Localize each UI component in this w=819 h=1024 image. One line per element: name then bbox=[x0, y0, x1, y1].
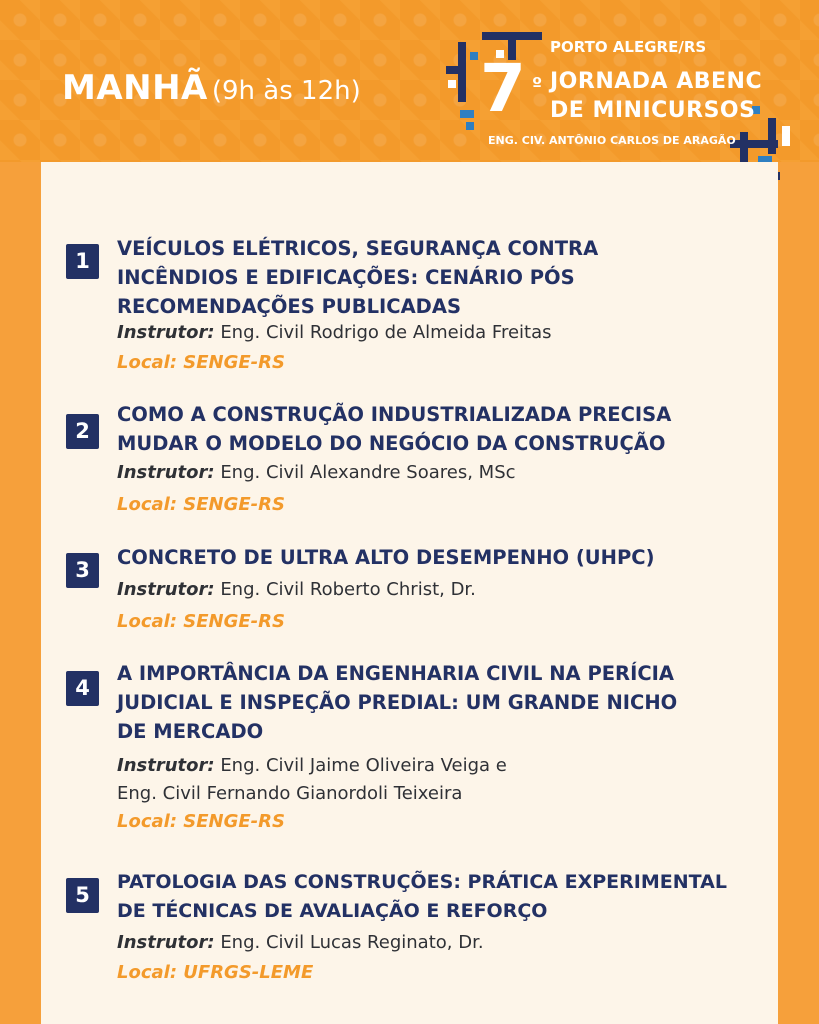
instructor-name: Eng. Civil Rodrigo de Almeida Freitas bbox=[220, 322, 552, 343]
instructor-label: Instrutor: bbox=[117, 579, 215, 600]
course-title-line: COMO A CONSTRUÇÃO INDUSTRIALIZADA PRECISA bbox=[117, 403, 672, 426]
course-title-line: PATOLOGIA DAS CONSTRUÇÕES: PRÁTICA EXPERIMENTAL bbox=[117, 871, 727, 893]
period-hours: (9h às 12h) bbox=[211, 76, 361, 106]
course-location: Local: UFRGS-LEME bbox=[117, 962, 314, 983]
course-title bbox=[117, 543, 777, 572]
period-label: MANHÃ bbox=[62, 68, 208, 108]
logo-edition-number: 7 bbox=[480, 50, 526, 127]
instructor-label: Instrutor: bbox=[117, 462, 215, 483]
course-instructor bbox=[117, 755, 507, 776]
logo-title-line1: JORNADA ABENC bbox=[550, 69, 763, 94]
course-title-line: RECOMENDAÇÕES PUBLICADAS bbox=[117, 295, 461, 318]
course-instructor bbox=[117, 322, 552, 343]
course-location: Local: SENGE-RS bbox=[117, 494, 285, 515]
course-location: Local: SENGE-RS bbox=[117, 352, 285, 373]
instructor-label: Instrutor: bbox=[117, 932, 215, 953]
instructor-name: Eng. Civil Roberto Christ, Dr. bbox=[220, 579, 476, 600]
schedule-card bbox=[41, 162, 778, 1024]
logo-city: PORTO ALEGRE/RS bbox=[550, 38, 707, 56]
instructor-name: Eng. Civil Lucas Reginato, Dr. bbox=[220, 932, 484, 953]
course-title bbox=[117, 659, 777, 746]
course-instructor bbox=[117, 932, 484, 953]
course-title bbox=[117, 234, 777, 321]
course-title bbox=[117, 868, 779, 926]
logo-ordinal: º bbox=[532, 74, 543, 95]
course-title-line: DE MERCADO bbox=[117, 720, 264, 743]
course-title-line: VEÍCULOS ELÉTRICOS, SEGURANÇA CONTRA bbox=[117, 237, 599, 260]
course-location: Local: SENGE-RS bbox=[117, 811, 285, 832]
course-instructor-cont: Eng. Civil Fernando Gianordoli Teixeira bbox=[117, 783, 463, 804]
period-heading bbox=[62, 68, 361, 108]
course-title-line: DE TÉCNICAS DE AVALIAÇÃO E REFORÇO bbox=[117, 900, 548, 922]
instructor-name: Eng. Civil Alexandre Soares, MSc bbox=[220, 462, 516, 483]
course-location: Local: SENGE-RS bbox=[117, 611, 285, 632]
course-instructor bbox=[117, 579, 476, 600]
course-number-badge: 5 bbox=[66, 878, 99, 913]
course-title-line: A IMPORTÂNCIA DA ENGENHARIA CIVIL NA PERÍCIA bbox=[117, 662, 674, 685]
course-title-line: INCÊNDIOS E EDIFICAÇÕES: CENÁRIO PÓS bbox=[117, 266, 575, 289]
instructor-label: Instrutor: bbox=[117, 755, 215, 776]
course-title bbox=[117, 400, 777, 458]
course-number-badge: 2 bbox=[66, 414, 99, 449]
course-number-badge: 3 bbox=[66, 553, 99, 588]
instructor-name: Eng. Civil Jaime Oliveira Veiga e bbox=[220, 755, 507, 776]
course-number-badge: 4 bbox=[66, 671, 99, 706]
course-title-line: CONCRETO DE ULTRA ALTO DESEMPENHO (UHPC) bbox=[117, 546, 655, 569]
instructor-label: Instrutor: bbox=[117, 322, 215, 343]
logo-title-line2: DE MINICURSOS bbox=[550, 98, 756, 123]
course-number-badge: 1 bbox=[66, 244, 99, 279]
course-title-line: JUDICIAL E INSPEÇÃO PREDIAL: UM GRANDE NICHO bbox=[117, 691, 678, 714]
course-title-line: MUDAR O MODELO DO NEGÓCIO DA CONSTRUÇÃO bbox=[117, 432, 666, 455]
course-instructor bbox=[117, 462, 516, 483]
logo-honoree: ENG. CIV. ANTÔNIO CARLOS DE ARAGÃO bbox=[488, 134, 736, 147]
